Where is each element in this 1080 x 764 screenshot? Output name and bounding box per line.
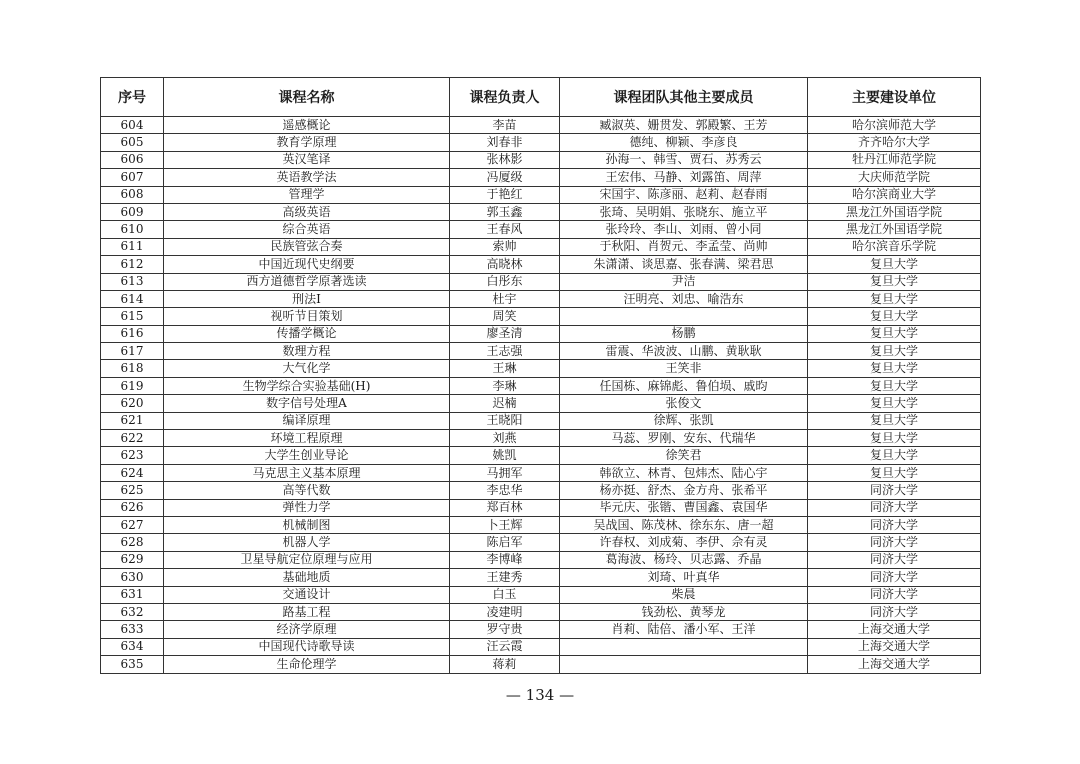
table-row (101, 447, 981, 464)
cell-serial: 623 (101, 447, 164, 464)
table-row (101, 360, 981, 377)
cell-serial: 615 (101, 308, 164, 325)
cell-team-members: 张琦、吴明娟、张晓东、施立平 (560, 203, 808, 220)
cell-institution: 复旦大学 (808, 395, 981, 412)
cell-serial: 605 (101, 134, 164, 151)
cell-serial: 630 (101, 569, 164, 586)
cell-team-members: 德纯、柳颖、李彦良 (560, 134, 808, 151)
cell-team-members: 刘琦、叶真华 (560, 569, 808, 586)
cell-serial: 619 (101, 377, 164, 394)
cell-serial: 606 (101, 151, 164, 168)
cell-course-leader: 王晓阳 (450, 412, 560, 429)
cell-course-name: 交通设计 (164, 586, 450, 603)
cell-institution: 齐齐哈尔大学 (808, 134, 981, 151)
cell-team-members: 宋国宇、陈彦丽、赵莉、赵春雨 (560, 186, 808, 203)
cell-course-leader: 李苗 (450, 117, 560, 134)
cell-team-members: 雷震、华波波、山鹏、黄耿耿 (560, 343, 808, 360)
header-team-members: 课程团队其他主要成员 (560, 78, 808, 117)
cell-course-name: 遥感概论 (164, 117, 450, 134)
cell-serial: 617 (101, 343, 164, 360)
cell-course-name: 编译原理 (164, 412, 450, 429)
cell-course-name: 高级英语 (164, 203, 450, 220)
table-row (101, 221, 981, 238)
cell-course-name: 管理学 (164, 186, 450, 203)
course-table-container (100, 77, 980, 674)
cell-serial: 632 (101, 603, 164, 620)
cell-team-members: 张俊文 (560, 395, 808, 412)
cell-course-name: 卫星导航定位原理与应用 (164, 551, 450, 568)
cell-institution: 复旦大学 (808, 325, 981, 342)
cell-team-members: 朱潇潇、谈思嘉、张春满、梁君思 (560, 256, 808, 273)
table-row (101, 569, 981, 586)
cell-course-name: 数理方程 (164, 343, 450, 360)
cell-institution: 复旦大学 (808, 430, 981, 447)
table-row (101, 412, 981, 429)
cell-serial: 631 (101, 586, 164, 603)
table-row (101, 117, 981, 134)
cell-team-members: 杨亦挺、舒杰、金方舟、张希平 (560, 482, 808, 499)
cell-course-leader: 张林影 (450, 151, 560, 168)
table-row (101, 499, 981, 516)
table-row (101, 308, 981, 325)
cell-course-name: 视听节目策划 (164, 308, 450, 325)
table-row (101, 551, 981, 568)
cell-course-name: 中国近现代史纲要 (164, 256, 450, 273)
table-row (101, 343, 981, 360)
cell-institution: 上海交通大学 (808, 638, 981, 655)
cell-team-members: 张玲玲、李山、刘雨、曾小同 (560, 221, 808, 238)
cell-team-members: 韩欲立、林青、包炜杰、陆心宇 (560, 464, 808, 481)
cell-team-members: 孙海一、韩雪、贾石、苏秀云 (560, 151, 808, 168)
table-row (101, 430, 981, 447)
table-row (101, 586, 981, 603)
cell-institution: 黑龙江外国语学院 (808, 203, 981, 220)
table-row (101, 621, 981, 638)
cell-course-name: 大气化学 (164, 360, 450, 377)
cell-course-leader: 蒋莉 (450, 656, 560, 673)
cell-team-members: 毕元庆、张锴、曹国鑫、袁国华 (560, 499, 808, 516)
cell-institution: 上海交通大学 (808, 621, 981, 638)
cell-course-name: 中国现代诗歌导读 (164, 638, 450, 655)
cell-serial: 622 (101, 430, 164, 447)
cell-course-name: 环境工程原理 (164, 430, 450, 447)
table-row (101, 656, 981, 673)
cell-serial: 628 (101, 534, 164, 551)
cell-serial: 608 (101, 186, 164, 203)
cell-course-leader: 王建秀 (450, 569, 560, 586)
cell-course-name: 教育学原理 (164, 134, 450, 151)
cell-serial: 629 (101, 551, 164, 568)
table-body (101, 117, 981, 674)
cell-team-members: 任国栋、麻锦彪、鲁伯埙、戚昀 (560, 377, 808, 394)
table-row (101, 325, 981, 342)
table-row (101, 290, 981, 307)
cell-course-leader: 迟楠 (450, 395, 560, 412)
cell-team-members: 杨鹏 (560, 325, 808, 342)
cell-course-leader: 白玉 (450, 586, 560, 603)
cell-serial: 612 (101, 256, 164, 273)
table-row (101, 377, 981, 394)
cell-serial: 633 (101, 621, 164, 638)
cell-course-name: 民族管弦合奏 (164, 238, 450, 255)
header-serial: 序号 (101, 78, 164, 117)
page-number: — 134 — (505, 686, 575, 704)
cell-institution: 复旦大学 (808, 256, 981, 273)
header-course-leader: 课程负责人 (450, 78, 560, 117)
header-institution: 主要建设单位 (808, 78, 981, 117)
table-row (101, 256, 981, 273)
cell-serial: 618 (101, 360, 164, 377)
cell-course-name: 英语教学法 (164, 169, 450, 186)
cell-course-name: 生命伦理学 (164, 656, 450, 673)
cell-course-name: 马克思主义基本原理 (164, 464, 450, 481)
cell-serial: 627 (101, 516, 164, 533)
table-row (101, 603, 981, 620)
cell-team-members: 徐辉、张凯 (560, 412, 808, 429)
cell-course-leader: 陈启军 (450, 534, 560, 551)
cell-course-name: 生物学综合实验基础(H) (164, 377, 450, 394)
cell-serial: 634 (101, 638, 164, 655)
cell-institution: 哈尔滨音乐学院 (808, 238, 981, 255)
cell-course-name: 大学生创业导论 (164, 447, 450, 464)
cell-institution: 哈尔滨师范大学 (808, 117, 981, 134)
cell-institution: 同济大学 (808, 569, 981, 586)
cell-course-leader: 王志强 (450, 343, 560, 360)
cell-institution: 同济大学 (808, 499, 981, 516)
cell-course-leader: 白彤东 (450, 273, 560, 290)
cell-course-name: 弹性力学 (164, 499, 450, 516)
cell-course-leader: 姚凯 (450, 447, 560, 464)
cell-course-name: 数字信号处理A (164, 395, 450, 412)
table-row (101, 534, 981, 551)
cell-team-members: 于秋阳、肖贺元、李孟莹、尚帅 (560, 238, 808, 255)
table-row (101, 238, 981, 255)
cell-team-members: 臧淑英、姗贯发、郭殿繁、王芳 (560, 117, 808, 134)
cell-institution: 复旦大学 (808, 273, 981, 290)
cell-serial: 620 (101, 395, 164, 412)
cell-course-leader: 于艳红 (450, 186, 560, 203)
cell-serial: 610 (101, 221, 164, 238)
cell-team-members: 王笑非 (560, 360, 808, 377)
cell-course-leader: 王春风 (450, 221, 560, 238)
cell-institution: 大庆师范学院 (808, 169, 981, 186)
cell-serial: 614 (101, 290, 164, 307)
cell-course-leader: 索帅 (450, 238, 560, 255)
cell-institution: 复旦大学 (808, 343, 981, 360)
cell-institution: 复旦大学 (808, 464, 981, 481)
cell-course-leader: 凌建明 (450, 603, 560, 620)
table-row (101, 516, 981, 533)
cell-institution: 黑龙江外国语学院 (808, 221, 981, 238)
cell-course-name: 高等代数 (164, 482, 450, 499)
cell-team-members (560, 308, 808, 325)
cell-institution: 牡丹江师范学院 (808, 151, 981, 168)
cell-team-members: 许春权、刘成菊、李伊、佘有灵 (560, 534, 808, 551)
cell-institution: 同济大学 (808, 586, 981, 603)
table-row (101, 395, 981, 412)
cell-serial: 616 (101, 325, 164, 342)
cell-course-name: 传播学概论 (164, 325, 450, 342)
cell-course-name: 西方道德哲学原著选读 (164, 273, 450, 290)
cell-course-leader: 卜王辉 (450, 516, 560, 533)
cell-course-leader: 周笑 (450, 308, 560, 325)
cell-institution: 同济大学 (808, 482, 981, 499)
cell-course-leader: 郑百林 (450, 499, 560, 516)
course-table (100, 77, 981, 674)
cell-serial: 609 (101, 203, 164, 220)
cell-course-name: 经济学原理 (164, 621, 450, 638)
cell-institution: 复旦大学 (808, 308, 981, 325)
cell-team-members: 徐笑君 (560, 447, 808, 464)
cell-team-members: 肖莉、陆倍、潘小军、王洋 (560, 621, 808, 638)
table-row (101, 169, 981, 186)
cell-course-leader: 刘春非 (450, 134, 560, 151)
cell-institution: 复旦大学 (808, 360, 981, 377)
cell-course-leader: 李琳 (450, 377, 560, 394)
cell-institution: 复旦大学 (808, 377, 981, 394)
cell-serial: 611 (101, 238, 164, 255)
cell-team-members: 汪明亮、刘忠、喻浩东 (560, 290, 808, 307)
cell-course-name: 机械制图 (164, 516, 450, 533)
cell-course-name: 路基工程 (164, 603, 450, 620)
cell-course-leader: 王琳 (450, 360, 560, 377)
cell-team-members: 葛海波、杨玲、贝志露、乔晶 (560, 551, 808, 568)
cell-serial: 604 (101, 117, 164, 134)
header-course-name: 课程名称 (164, 78, 450, 117)
table-row (101, 203, 981, 220)
cell-serial: 635 (101, 656, 164, 673)
cell-serial: 626 (101, 499, 164, 516)
cell-institution: 复旦大学 (808, 447, 981, 464)
cell-course-leader: 廖圣清 (450, 325, 560, 342)
cell-course-name: 刑法Ⅰ (164, 290, 450, 307)
cell-team-members (560, 656, 808, 673)
cell-team-members: 尹洁 (560, 273, 808, 290)
cell-serial: 607 (101, 169, 164, 186)
cell-course-leader: 李忠华 (450, 482, 560, 499)
cell-course-name: 基础地质 (164, 569, 450, 586)
cell-institution: 同济大学 (808, 551, 981, 568)
cell-institution: 哈尔滨商业大学 (808, 186, 981, 203)
table-row (101, 464, 981, 481)
cell-serial: 625 (101, 482, 164, 499)
cell-institution: 同济大学 (808, 516, 981, 533)
cell-institution: 复旦大学 (808, 412, 981, 429)
cell-team-members: 柴晨 (560, 586, 808, 603)
table-row (101, 638, 981, 655)
cell-team-members: 王宏伟、马静、刘露笛、周萍 (560, 169, 808, 186)
cell-institution: 同济大学 (808, 603, 981, 620)
table-row (101, 151, 981, 168)
cell-institution: 上海交通大学 (808, 656, 981, 673)
cell-course-leader: 郭玉鑫 (450, 203, 560, 220)
cell-course-leader: 马拥军 (450, 464, 560, 481)
table-row (101, 134, 981, 151)
table-row (101, 273, 981, 290)
cell-team-members: 吴战国、陈茂林、徐东东、唐一超 (560, 516, 808, 533)
cell-institution: 同济大学 (808, 534, 981, 551)
cell-course-leader: 罗守贵 (450, 621, 560, 638)
cell-team-members: 钱劲松、黄琴龙 (560, 603, 808, 620)
table-row (101, 482, 981, 499)
table-row (101, 186, 981, 203)
cell-course-name: 英汉笔译 (164, 151, 450, 168)
cell-course-name: 机器人学 (164, 534, 450, 551)
cell-course-leader: 冯厦级 (450, 169, 560, 186)
cell-team-members: 马蕊、罗刚、安东、代瑞华 (560, 430, 808, 447)
cell-institution: 复旦大学 (808, 290, 981, 307)
cell-team-members (560, 638, 808, 655)
table-header-row (101, 78, 981, 117)
cell-course-name: 综合英语 (164, 221, 450, 238)
cell-course-leader: 杜宇 (450, 290, 560, 307)
cell-serial: 613 (101, 273, 164, 290)
cell-serial: 624 (101, 464, 164, 481)
cell-course-leader: 汪云霞 (450, 638, 560, 655)
cell-serial: 621 (101, 412, 164, 429)
cell-course-leader: 高晓林 (450, 256, 560, 273)
cell-course-leader: 刘燕 (450, 430, 560, 447)
cell-course-leader: 李博峰 (450, 551, 560, 568)
